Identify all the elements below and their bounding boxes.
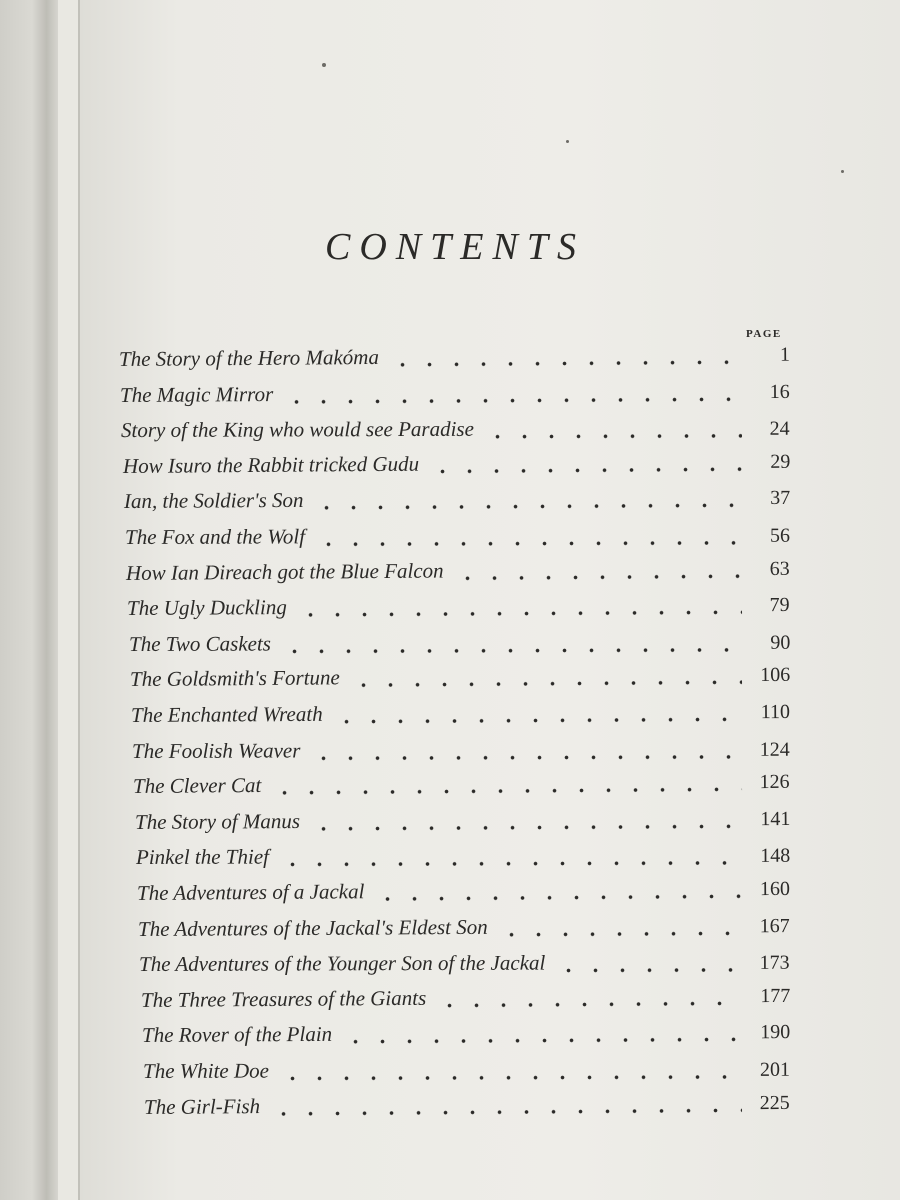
- toc-entry: [131, 699, 790, 733]
- toc-entry-title: Ian, the Soldier's Son: [123, 488, 304, 514]
- toc-entry-page-number: 225: [759, 1091, 791, 1114]
- toc-entry-page-number: 190: [759, 1021, 791, 1044]
- toc-entry: [133, 769, 790, 804]
- toc-entry: [122, 449, 790, 484]
- toc-entry-title: How Isuro the Rabbit tricked Gudu: [122, 451, 419, 478]
- toc-entry-page-number: 148: [759, 845, 791, 868]
- toc-entry-title: The Story of the Hero Makóma: [118, 344, 380, 371]
- toc-entry: [120, 379, 790, 413]
- toc-entry: [136, 843, 790, 875]
- toc-entry: [130, 662, 790, 697]
- toc-entry-title: The Rover of the Plain: [141, 1022, 332, 1048]
- toc-entry: [129, 629, 790, 661]
- dot-leader: [498, 930, 742, 937]
- toc-entry-page-number: 56: [769, 524, 791, 547]
- toc-entry-title: How Ian Direach got the Blue Falcon: [126, 558, 444, 585]
- toc-entry: [137, 876, 790, 911]
- dot-leader: [313, 503, 742, 512]
- toc-entry-page-number: 106: [759, 664, 791, 687]
- toc-entry: [121, 416, 790, 448]
- toc-entry-page-number: 141: [759, 807, 791, 830]
- toc-entry-page-number: 24: [769, 417, 791, 440]
- toc-entry-title: The Fox and the Wolf: [124, 524, 306, 549]
- toc-entry: [138, 913, 790, 947]
- page-column-label: PAGE: [746, 328, 782, 340]
- toc-entry-title: The Goldsmith's Fortune: [129, 665, 340, 692]
- toc-entry: [143, 1057, 790, 1089]
- toc-entry: [125, 523, 790, 555]
- toc-entry: [119, 342, 790, 377]
- dot-leader: [279, 1074, 742, 1082]
- toc-entry: [135, 806, 791, 840]
- toc-entry-title: The Foolish Weaver: [132, 738, 301, 763]
- toc-entry-page-number: 90: [769, 631, 791, 654]
- toc-entry-title: The Enchanted Wreath: [130, 701, 323, 727]
- dot-leader: [484, 433, 742, 440]
- dot-leader: [272, 786, 742, 796]
- toc-entry-page-number: 79: [769, 594, 791, 617]
- dot-leader: [270, 1107, 742, 1117]
- toc-entry-title: The Magic Mirror: [120, 381, 274, 407]
- toc-entry: [142, 1019, 790, 1053]
- toc-entry: [126, 555, 790, 590]
- dot-leader: [297, 609, 742, 618]
- contents-title: CONTENTS: [325, 226, 585, 268]
- toc-entry: [139, 950, 790, 982]
- toc-entry-title: The Three Treasures of the Giants: [140, 985, 426, 1012]
- toc-entry-title: The Ugly Duckling: [127, 595, 288, 621]
- toc-entry: [132, 736, 790, 768]
- dot-leader: [283, 396, 742, 405]
- dot-leader: [556, 967, 742, 974]
- toc-entry-page-number: 63: [769, 557, 791, 580]
- dot-leader: [454, 573, 742, 581]
- toc-entry-title: The Clever Cat: [133, 773, 262, 799]
- toc-entry-page-number: 16: [769, 380, 791, 403]
- dot-leader: [374, 893, 742, 902]
- dot-leader: [279, 860, 742, 868]
- toc-entry: [140, 983, 790, 1018]
- toc-entry-title: Pinkel the Thief: [135, 844, 269, 870]
- toc-entry-page-number: 173: [759, 951, 791, 975]
- dot-leader: [350, 680, 742, 689]
- toc-entry-page-number: 126: [759, 771, 791, 794]
- toc-entry-title: The Story of Manus: [134, 808, 300, 834]
- toc-entry-title: The Two Caskets: [128, 631, 271, 656]
- dot-leader: [310, 823, 742, 832]
- dot-leader: [429, 466, 742, 474]
- toc-entry: [124, 485, 790, 519]
- toc-entry-page-number: 124: [759, 738, 791, 761]
- dot-leader: [315, 540, 742, 547]
- dot-leader: [333, 716, 742, 725]
- toc-entry-page-number: 110: [760, 700, 791, 724]
- toc-entry-page-number: 37: [769, 487, 791, 510]
- dot-leader: [281, 647, 742, 655]
- toc-entry-title: The White Doe: [142, 1058, 270, 1083]
- dot-leader: [311, 753, 742, 761]
- toc-entry-title: The Adventures of the Younger Son of the Jackal: [139, 950, 546, 977]
- toc-entry: [127, 592, 790, 626]
- dot-leader: [436, 1000, 742, 1008]
- dot-leader: [389, 359, 742, 368]
- toc-entry-page-number: 167: [759, 914, 791, 937]
- toc-entry-page-number: 160: [759, 877, 791, 901]
- toc-entry-page-number: 201: [759, 1058, 791, 1081]
- toc-entry: [144, 1090, 790, 1125]
- toc-entry-page-number: 177: [759, 984, 791, 1007]
- toc-entry-page-number: 29: [769, 450, 791, 473]
- toc-entry-title: The Adventures of the Jackal's Eldest Son: [138, 914, 489, 941]
- toc-entry-page-number: 1: [779, 343, 791, 366]
- toc-entry-title: The Girl-Fish: [144, 1093, 261, 1119]
- toc-entry-title: The Adventures of a Jackal: [136, 879, 365, 905]
- dot-leader: [342, 1037, 742, 1045]
- toc-entry-title: Story of the King who would see Paradise: [121, 416, 475, 443]
